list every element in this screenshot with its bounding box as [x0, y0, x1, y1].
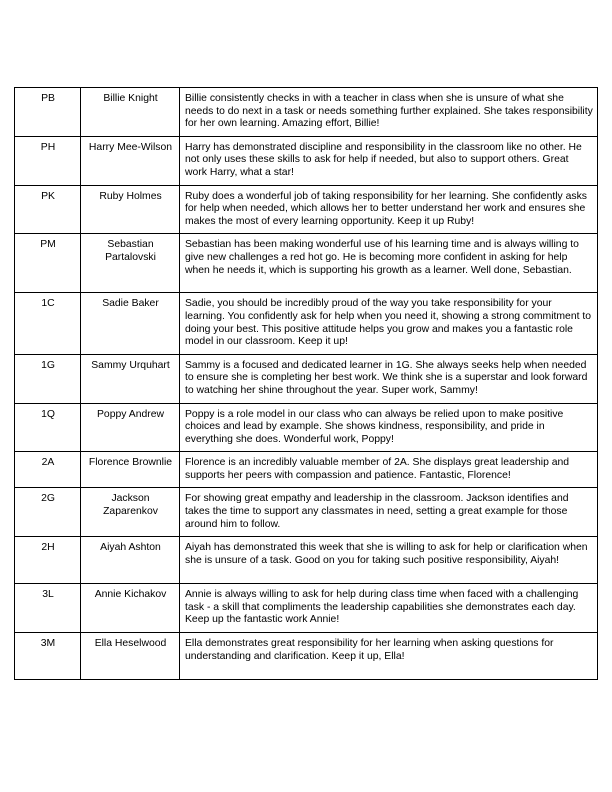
- comment-cell: For showing great empathy and leadership in the classroom. Jackson identifies and takes the time to support any classmates in need, setting a great example for those around him to follow.: [180, 488, 598, 537]
- table-row: [15, 633, 598, 680]
- student-name-cell: Florence Brownlie: [81, 452, 180, 488]
- student-name-cell: Annie Kichakov: [81, 584, 180, 633]
- comment-cell: Billie consistently checks in with a teacher in class when she is unsure of what she needs to do next in a task or needs something further explained. She takes responsibility for her own learning. Amazing effort, Billie!: [180, 88, 598, 137]
- comment-cell: Aiyah has demonstrated this week that she is willing to ask for help or clarification when she is unsure of a task. Good on you for taking such positive responsibility, Aiyah!: [180, 537, 598, 584]
- class-code-cell: 2H: [15, 537, 81, 584]
- class-code-cell: PM: [15, 234, 81, 293]
- comment-cell: Sebastian has been making wonderful use of his learning time and is always willing to give new challenges a red hot go. He is becoming more confident in asking for help when he needs it, which is supporting his growth as a learner. Well done, Sebastian.: [180, 234, 598, 293]
- table-row: [15, 136, 598, 185]
- table-row: [15, 403, 598, 452]
- student-name-cell: Aiyah Ashton: [81, 537, 180, 584]
- comment-cell: Harry has demonstrated discipline and responsibility in the classroom like no other. He not only uses these skills to ask for help if needed, but also to support others. Great work Harry, what a star!: [180, 136, 598, 185]
- table-row: [15, 354, 598, 403]
- class-code-cell: 2G: [15, 488, 81, 537]
- comment-cell: Ruby does a wonderful job of taking responsibility for her learning. She confidently asks for help when needed, which allows her to better understand her work and ensures she makes the most of every learning opportunity. Keep it up Ruby!: [180, 185, 598, 234]
- table-row: [15, 452, 598, 488]
- student-name-cell: Billie Knight: [81, 88, 180, 137]
- awards-table: [14, 87, 598, 680]
- class-code-cell: PH: [15, 136, 81, 185]
- table-row: [15, 234, 598, 293]
- student-name-cell: Harry Mee-Wilson: [81, 136, 180, 185]
- student-name-cell: Sebastian Partalovski: [81, 234, 180, 293]
- student-name-cell: Ruby Holmes: [81, 185, 180, 234]
- table-row: [15, 185, 598, 234]
- class-code-cell: 1C: [15, 293, 81, 354]
- student-name-cell: Jackson Zaparenkov: [81, 488, 180, 537]
- table-row: [15, 537, 598, 584]
- student-name-cell: Sammy Urquhart: [81, 354, 180, 403]
- comment-cell: Annie is always willing to ask for help during class time when faced with a challenging task - a skill that compliments the leadership capabilities she demonstrates each day. Keep up the fantastic work Annie!: [180, 584, 598, 633]
- comment-cell: Ella demonstrates great responsibility for her learning when asking questions for understanding and clarification. Keep it up, Ella!: [180, 633, 598, 680]
- comment-cell: Poppy is a role model in our class who can always be relied upon to make positive choices and lead by example. She shows kindness, responsibility, and pride in everything she does. Wonderful work, Poppy!: [180, 403, 598, 452]
- class-code-cell: PK: [15, 185, 81, 234]
- student-name-cell: Sadie Baker: [81, 293, 180, 354]
- student-name-cell: Ella Heselwood: [81, 633, 180, 680]
- class-code-cell: 3L: [15, 584, 81, 633]
- comment-cell: Sammy is a focused and dedicated learner in 1G. She always seeks help when needed to ensure she is completing her best work. We think she is a superstar and look forward to watching her shine throughout the year. Super work, Sammy!: [180, 354, 598, 403]
- class-code-cell: 1Q: [15, 403, 81, 452]
- table-row: [15, 88, 598, 137]
- comment-cell: Sadie, you should be incredibly proud of the way you take responsibility for your learning. You confidently ask for help when you need it, showing a strong commitment to doing your best. This positive attitude helps you grow and makes you a fantastic role model in our classroom. Keep it up!: [180, 293, 598, 354]
- class-code-cell: 2A: [15, 452, 81, 488]
- class-code-cell: 3M: [15, 633, 81, 680]
- comment-cell: Florence is an incredibly valuable member of 2A. She displays great leadership and supports her peers with compassion and patience. Fantastic, Florence!: [180, 452, 598, 488]
- class-code-cell: PB: [15, 88, 81, 137]
- table-row: [15, 293, 598, 354]
- table-row: [15, 584, 598, 633]
- student-name-cell: Poppy Andrew: [81, 403, 180, 452]
- class-code-cell: 1G: [15, 354, 81, 403]
- table-row: [15, 488, 598, 537]
